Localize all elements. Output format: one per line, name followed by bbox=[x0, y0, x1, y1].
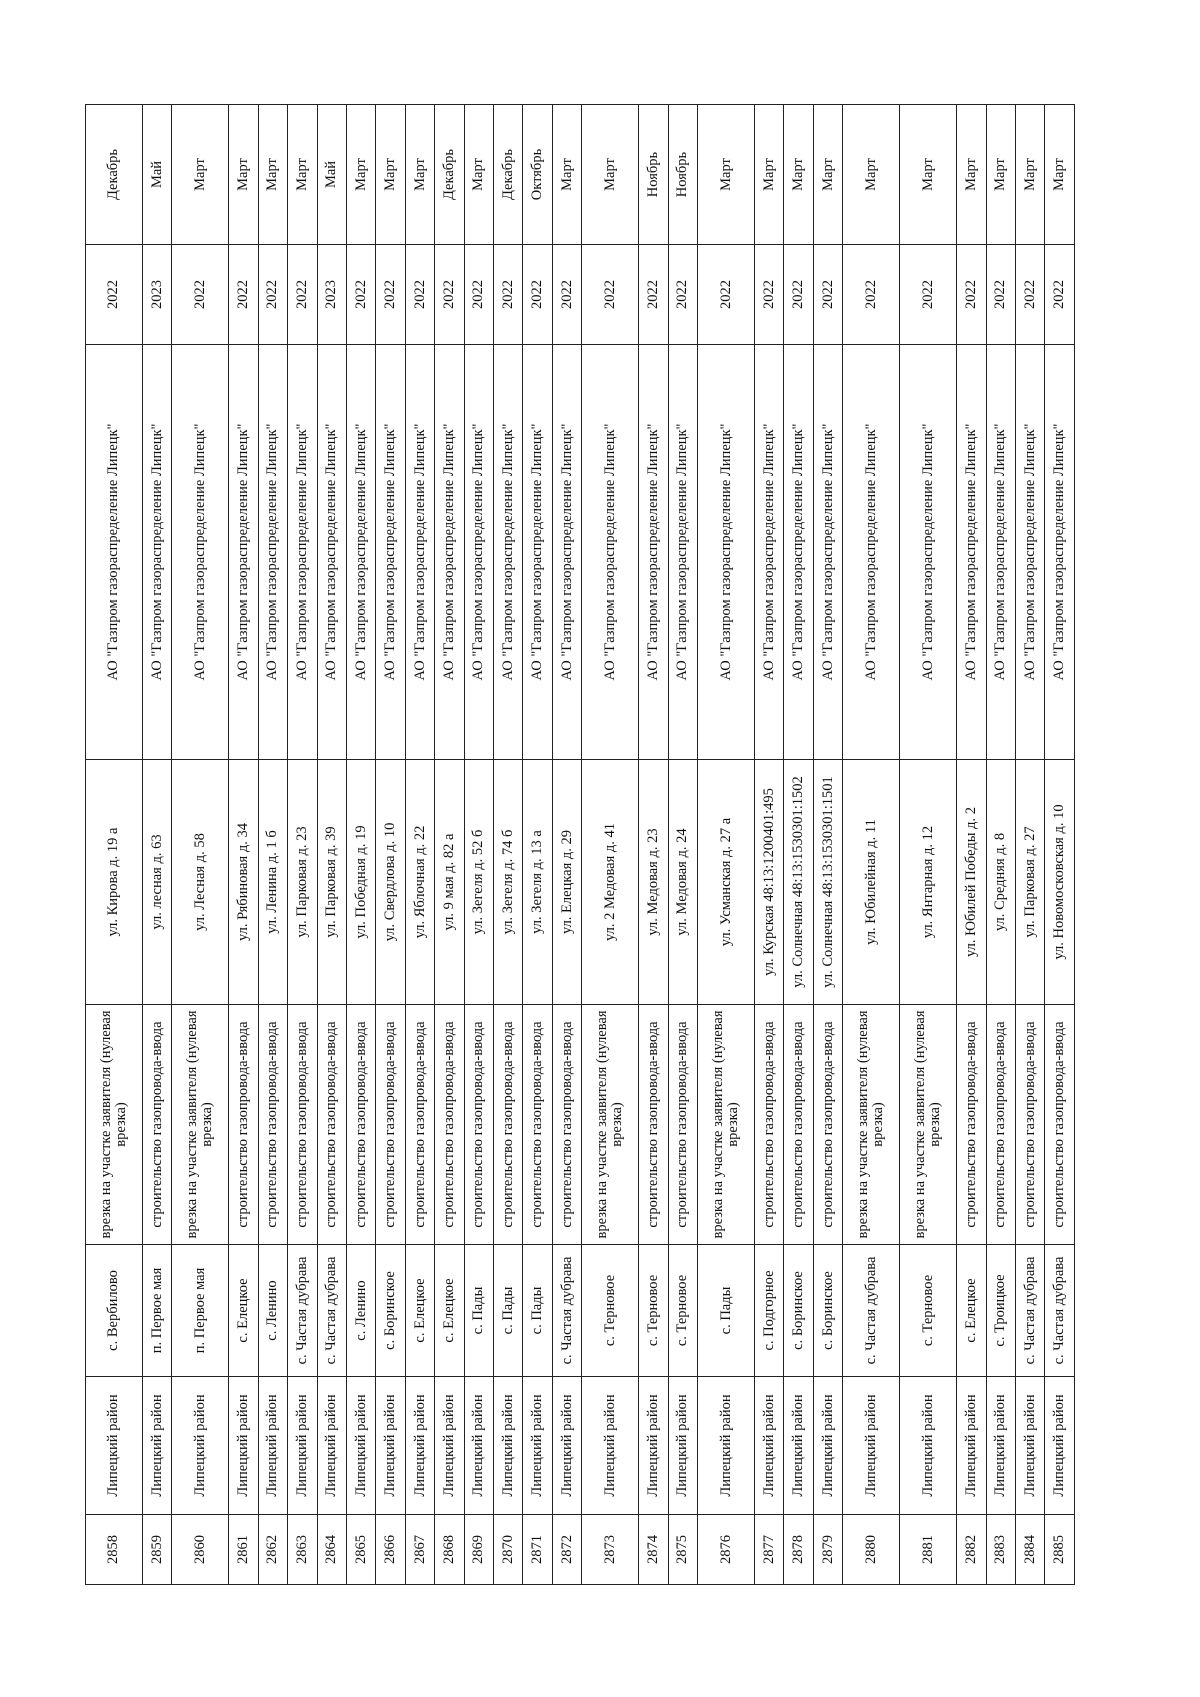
month-cell: Октябрь bbox=[523, 105, 552, 245]
row-number-cell: 2880 bbox=[843, 1515, 900, 1585]
organization-cell: АО "Газпром газораспределение Липецк" bbox=[172, 345, 229, 760]
year-cell: 2022 bbox=[843, 245, 900, 345]
row-number-cell: 2881 bbox=[900, 1515, 957, 1585]
year-cell: 2022 bbox=[464, 245, 493, 345]
settlement-cell: с. Терновое bbox=[900, 1245, 957, 1377]
address-cell: ул. Зегеля д. 13 а bbox=[523, 760, 552, 1005]
work-type-cell: врезка на участке заявителя (нулевая врезка) bbox=[843, 1005, 900, 1245]
organization-cell: АО "Газпром газораспределение Липецк" bbox=[523, 345, 552, 760]
row-number-cell: 2878 bbox=[784, 1515, 813, 1585]
organization-cell: АО "Газпром газораспределение Липецк" bbox=[1016, 345, 1045, 760]
settlement-cell: с. Елецкое bbox=[229, 1245, 258, 1377]
district-cell: Липецкий район bbox=[405, 1377, 434, 1515]
address-cell: ул. Рябиновая д. 34 bbox=[229, 760, 258, 1005]
row-number-cell: 2863 bbox=[288, 1515, 317, 1585]
month-cell: Декабрь bbox=[435, 105, 464, 245]
district-cell: Липецкий район bbox=[755, 1377, 784, 1515]
year-cell: 2023 bbox=[317, 245, 346, 345]
table-row bbox=[1016, 105, 1045, 1585]
settlement-cell: с. Пады bbox=[464, 1245, 493, 1377]
row-number-cell: 2885 bbox=[1045, 1515, 1075, 1585]
year-cell: 2022 bbox=[582, 245, 639, 345]
row-number-cell: 2875 bbox=[668, 1515, 697, 1585]
table-row bbox=[698, 105, 755, 1585]
address-cell: ул. Лесная д. 58 bbox=[172, 760, 229, 1005]
month-cell: Март bbox=[1016, 105, 1045, 245]
table-row bbox=[668, 105, 697, 1585]
month-cell: Март bbox=[698, 105, 755, 245]
month-cell: Март bbox=[900, 105, 957, 245]
month-cell: Декабрь bbox=[86, 105, 143, 245]
settlement-cell: с. Пады bbox=[698, 1245, 755, 1377]
organization-cell: АО "Газпром газораспределение Липецк" bbox=[668, 345, 697, 760]
table-row bbox=[142, 105, 171, 1585]
year-cell: 2022 bbox=[86, 245, 143, 345]
district-cell: Липецкий район bbox=[784, 1377, 813, 1515]
row-number-cell: 2883 bbox=[986, 1515, 1015, 1585]
work-type-cell: строительство газопровода-ввода bbox=[986, 1005, 1015, 1245]
address-cell: ул. Елецкая д. 29 bbox=[552, 760, 581, 1005]
work-type-cell: строительство газопровода-ввода bbox=[523, 1005, 552, 1245]
year-cell: 2023 bbox=[142, 245, 171, 345]
district-cell: Липецкий район bbox=[957, 1377, 986, 1515]
table-row bbox=[258, 105, 287, 1585]
year-cell: 2022 bbox=[755, 245, 784, 345]
district-cell: Липецкий район bbox=[494, 1377, 523, 1515]
address-cell: ул. Солнечная 48:13:1530301:1501 bbox=[813, 760, 842, 1005]
row-number-cell: 2884 bbox=[1016, 1515, 1045, 1585]
district-cell: Липецкий район bbox=[258, 1377, 287, 1515]
table-row bbox=[229, 105, 258, 1585]
district-cell: Липецкий район bbox=[142, 1377, 171, 1515]
table-row bbox=[523, 105, 552, 1585]
organization-cell: АО "Газпром газораспределение Липецк" bbox=[552, 345, 581, 760]
row-number-cell: 2876 bbox=[698, 1515, 755, 1585]
month-cell: Ноябрь bbox=[639, 105, 668, 245]
work-type-cell: строительство газопровода-ввода bbox=[957, 1005, 986, 1245]
district-cell: Липецкий район bbox=[376, 1377, 405, 1515]
address-cell: ул. Новомосковская д. 10 bbox=[1045, 760, 1075, 1005]
month-cell: Март bbox=[813, 105, 842, 245]
year-cell: 2022 bbox=[258, 245, 287, 345]
address-cell: ул. Парковая д. 27 bbox=[1016, 760, 1045, 1005]
organization-cell: АО "Газпром газораспределение Липецк" bbox=[142, 345, 171, 760]
year-cell: 2022 bbox=[668, 245, 697, 345]
organization-cell: АО "Газпром газораспределение Липецк" bbox=[582, 345, 639, 760]
month-cell: Март bbox=[288, 105, 317, 245]
district-cell: Липецкий район bbox=[900, 1377, 957, 1515]
row-number-cell: 2859 bbox=[142, 1515, 171, 1585]
district-cell: Липецкий район bbox=[172, 1377, 229, 1515]
table-row bbox=[813, 105, 842, 1585]
settlement-cell: с. Частая дубрава bbox=[1045, 1245, 1075, 1377]
month-cell: Март bbox=[552, 105, 581, 245]
rotated-table-page bbox=[85, 105, 1075, 1585]
table-row bbox=[582, 105, 639, 1585]
work-type-cell: врезка на участке заявителя (нулевая врезка) bbox=[172, 1005, 229, 1245]
month-cell: Март bbox=[1045, 105, 1075, 245]
table-row bbox=[957, 105, 986, 1585]
organization-cell: АО "Газпром газораспределение Липецк" bbox=[1045, 345, 1075, 760]
work-type-cell: строительство газопровода-ввода bbox=[464, 1005, 493, 1245]
table-row bbox=[900, 105, 957, 1585]
work-type-cell: строительство газопровода-ввода bbox=[755, 1005, 784, 1245]
month-cell: Декабрь bbox=[494, 105, 523, 245]
work-type-cell: врезка на участке заявителя (нулевая врезка) bbox=[698, 1005, 755, 1245]
month-cell: Март bbox=[784, 105, 813, 245]
organization-cell: АО "Газпром газораспределение Липецк" bbox=[229, 345, 258, 760]
row-number-cell: 2866 bbox=[376, 1515, 405, 1585]
table-row bbox=[464, 105, 493, 1585]
month-cell: Март bbox=[986, 105, 1015, 245]
month-cell: Март bbox=[258, 105, 287, 245]
year-cell: 2022 bbox=[523, 245, 552, 345]
settlement-cell: с. Боринское bbox=[813, 1245, 842, 1377]
row-number-cell: 2872 bbox=[552, 1515, 581, 1585]
row-number-cell: 2874 bbox=[639, 1515, 668, 1585]
district-cell: Липецкий район bbox=[435, 1377, 464, 1515]
district-cell: Липецкий район bbox=[347, 1377, 376, 1515]
work-type-cell: строительство газопровода-ввода bbox=[639, 1005, 668, 1245]
year-cell: 2022 bbox=[639, 245, 668, 345]
row-number-cell: 2865 bbox=[347, 1515, 376, 1585]
work-type-cell: врезка на участке заявителя (нулевая врезка) bbox=[582, 1005, 639, 1245]
month-cell: Март bbox=[755, 105, 784, 245]
row-number-cell: 2862 bbox=[258, 1515, 287, 1585]
settlement-cell: п. Первое мая bbox=[142, 1245, 171, 1377]
table-row bbox=[552, 105, 581, 1585]
work-type-cell: строительство газопровода-ввода bbox=[288, 1005, 317, 1245]
settlement-cell: с. Елецкое bbox=[957, 1245, 986, 1377]
organization-cell: АО "Газпром газораспределение Липецк" bbox=[813, 345, 842, 760]
settlement-cell: с. Терновое bbox=[639, 1245, 668, 1377]
month-cell: Март bbox=[843, 105, 900, 245]
organization-cell: АО "Газпром газораспределение Липецк" bbox=[639, 345, 668, 760]
settlement-cell: с. Ленино bbox=[258, 1245, 287, 1377]
district-cell: Липецкий район bbox=[229, 1377, 258, 1515]
table-row bbox=[755, 105, 784, 1585]
work-type-cell: строительство газопровода-ввода bbox=[435, 1005, 464, 1245]
row-number-cell: 2864 bbox=[317, 1515, 346, 1585]
address-cell: ул. Солнечная 48:13:1530301:1502 bbox=[784, 760, 813, 1005]
work-type-cell: строительство газопровода-ввода bbox=[1016, 1005, 1045, 1245]
year-cell: 2022 bbox=[552, 245, 581, 345]
work-type-cell: строительство газопровода-ввода bbox=[552, 1005, 581, 1245]
work-type-cell: строительство газопровода-ввода bbox=[813, 1005, 842, 1245]
organization-cell: АО "Газпром газораспределение Липецк" bbox=[755, 345, 784, 760]
district-cell: Липецкий район bbox=[1045, 1377, 1075, 1515]
table-row bbox=[172, 105, 229, 1585]
month-cell: Май bbox=[317, 105, 346, 245]
table-row bbox=[405, 105, 434, 1585]
row-number-cell: 2871 bbox=[523, 1515, 552, 1585]
row-number-cell: 2879 bbox=[813, 1515, 842, 1585]
address-cell: ул. Юбилейная д. 11 bbox=[843, 760, 900, 1005]
organization-cell: АО "Газпром газораспределение Липецк" bbox=[347, 345, 376, 760]
table-row bbox=[639, 105, 668, 1585]
settlement-cell: с. Боринское bbox=[376, 1245, 405, 1377]
address-cell: ул. Свердлова д. 10 bbox=[376, 760, 405, 1005]
district-cell: Липецкий район bbox=[464, 1377, 493, 1515]
work-type-cell: строительство газопровода-ввода bbox=[142, 1005, 171, 1245]
row-number-cell: 2873 bbox=[582, 1515, 639, 1585]
address-cell: ул. Усманская д. 27 а bbox=[698, 760, 755, 1005]
row-number-cell: 2869 bbox=[464, 1515, 493, 1585]
address-cell: ул. Зегеля д. 52 б bbox=[464, 760, 493, 1005]
year-cell: 2022 bbox=[784, 245, 813, 345]
district-cell: Липецкий район bbox=[86, 1377, 143, 1515]
address-cell: ул. Парковая д. 23 bbox=[288, 760, 317, 1005]
row-number-cell: 2860 bbox=[172, 1515, 229, 1585]
work-type-cell: строительство газопровода-ввода bbox=[668, 1005, 697, 1245]
table-row bbox=[376, 105, 405, 1585]
organization-cell: АО "Газпром газораспределение Липецк" bbox=[464, 345, 493, 760]
work-type-cell: строительство газопровода-ввода bbox=[229, 1005, 258, 1245]
table-row bbox=[435, 105, 464, 1585]
address-cell: ул. Ленина д. 1 б bbox=[258, 760, 287, 1005]
table-row bbox=[288, 105, 317, 1585]
district-cell: Липецкий район bbox=[288, 1377, 317, 1515]
table-row bbox=[1045, 105, 1075, 1585]
address-cell: ул. Парковая д. 39 bbox=[317, 760, 346, 1005]
settlement-cell: с. Частая дубрава bbox=[317, 1245, 346, 1377]
month-cell: Март bbox=[229, 105, 258, 245]
month-cell: Март bbox=[957, 105, 986, 245]
settlement-cell: п. Первое мая bbox=[172, 1245, 229, 1377]
settlement-cell: с. Вербилово bbox=[86, 1245, 143, 1377]
district-cell: Липецкий район bbox=[813, 1377, 842, 1515]
month-cell: Март bbox=[405, 105, 434, 245]
district-cell: Липецкий район bbox=[843, 1377, 900, 1515]
year-cell: 2022 bbox=[405, 245, 434, 345]
settlement-cell: с. Частая дубрава bbox=[1016, 1245, 1045, 1377]
year-cell: 2022 bbox=[347, 245, 376, 345]
year-cell: 2022 bbox=[494, 245, 523, 345]
row-number-cell: 2877 bbox=[755, 1515, 784, 1585]
organization-cell: АО "Газпром газораспределение Липецк" bbox=[957, 345, 986, 760]
district-cell: Липецкий район bbox=[1016, 1377, 1045, 1515]
organization-cell: АО "Газпром газораспределение Липецк" bbox=[86, 345, 143, 760]
month-cell: Март bbox=[464, 105, 493, 245]
address-cell: ул. Курская 48:13:1200401:495 bbox=[755, 760, 784, 1005]
address-cell: ул. Победная д. 19 bbox=[347, 760, 376, 1005]
gas-connection-table bbox=[85, 104, 1075, 1585]
table-row bbox=[843, 105, 900, 1585]
table-row bbox=[347, 105, 376, 1585]
year-cell: 2022 bbox=[698, 245, 755, 345]
work-type-cell: строительство газопровода-ввода bbox=[347, 1005, 376, 1245]
row-number-cell: 2861 bbox=[229, 1515, 258, 1585]
organization-cell: АО "Газпром газораспределение Липецк" bbox=[784, 345, 813, 760]
year-cell: 2022 bbox=[172, 245, 229, 345]
settlement-cell: с. Частая дубрава bbox=[552, 1245, 581, 1377]
table-row bbox=[86, 105, 143, 1585]
year-cell: 2022 bbox=[900, 245, 957, 345]
settlement-cell: с. Елецкое bbox=[405, 1245, 434, 1377]
settlement-cell: с. Частая дубрава bbox=[288, 1245, 317, 1377]
settlement-cell: с. Терновое bbox=[668, 1245, 697, 1377]
settlement-cell: с. Пады bbox=[494, 1245, 523, 1377]
organization-cell: АО "Газпром газораспределение Липецк" bbox=[435, 345, 464, 760]
row-number-cell: 2882 bbox=[957, 1515, 986, 1585]
district-cell: Липецкий район bbox=[698, 1377, 755, 1515]
organization-cell: АО "Газпром газораспределение Липецк" bbox=[494, 345, 523, 760]
district-cell: Липецкий район bbox=[582, 1377, 639, 1515]
year-cell: 2022 bbox=[229, 245, 258, 345]
organization-cell: АО "Газпром газораспределение Липецк" bbox=[698, 345, 755, 760]
settlement-cell: с. Терновое bbox=[582, 1245, 639, 1377]
work-type-cell: строительство газопровода-ввода bbox=[405, 1005, 434, 1245]
year-cell: 2022 bbox=[813, 245, 842, 345]
month-cell: Март bbox=[172, 105, 229, 245]
work-type-cell: строительство газопровода-ввода bbox=[258, 1005, 287, 1245]
address-cell: ул. Кирова д. 19 а bbox=[86, 760, 143, 1005]
table-row bbox=[784, 105, 813, 1585]
row-number-cell: 2870 bbox=[494, 1515, 523, 1585]
organization-cell: АО "Газпром газораспределение Липецк" bbox=[405, 345, 434, 760]
settlement-cell: с. Боринское bbox=[784, 1245, 813, 1377]
district-cell: Липецкий район bbox=[523, 1377, 552, 1515]
work-type-cell: строительство газопровода-ввода bbox=[494, 1005, 523, 1245]
table-body bbox=[86, 105, 1075, 1585]
district-cell: Липецкий район bbox=[639, 1377, 668, 1515]
address-cell: ул. Средняя д. 8 bbox=[986, 760, 1015, 1005]
year-cell: 2022 bbox=[957, 245, 986, 345]
month-cell: Март bbox=[582, 105, 639, 245]
work-type-cell: строительство газопровода-ввода bbox=[784, 1005, 813, 1245]
month-cell: Ноябрь bbox=[668, 105, 697, 245]
year-cell: 2022 bbox=[376, 245, 405, 345]
district-cell: Липецкий район bbox=[552, 1377, 581, 1515]
row-number-cell: 2858 bbox=[86, 1515, 143, 1585]
work-type-cell: врезка на участке заявителя (нулевая врезка) bbox=[900, 1005, 957, 1245]
work-type-cell: строительство газопровода-ввода bbox=[1045, 1005, 1075, 1245]
address-cell: ул. 2 Медовая д. 41 bbox=[582, 760, 639, 1005]
work-type-cell: строительство газопровода-ввода bbox=[317, 1005, 346, 1245]
organization-cell: АО "Газпром газораспределение Липецк" bbox=[288, 345, 317, 760]
settlement-cell: с. Частая дубрава bbox=[843, 1245, 900, 1377]
address-cell: ул. Янтарная д. 12 bbox=[900, 760, 957, 1005]
organization-cell: АО "Газпром газораспределение Липецк" bbox=[376, 345, 405, 760]
year-cell: 2022 bbox=[986, 245, 1015, 345]
organization-cell: АО "Газпром газораспределение Липецк" bbox=[258, 345, 287, 760]
settlement-cell: с. Ленино bbox=[347, 1245, 376, 1377]
year-cell: 2022 bbox=[1016, 245, 1045, 345]
address-cell: ул. Юбилей Победы д. 2 bbox=[957, 760, 986, 1005]
settlement-cell: с. Подгорное bbox=[755, 1245, 784, 1377]
address-cell: ул. лесная д. 63 bbox=[142, 760, 171, 1005]
settlement-cell: с. Пады bbox=[523, 1245, 552, 1377]
address-cell: ул. Медовая д. 23 bbox=[639, 760, 668, 1005]
work-type-cell: врезка на участке заявителя (нулевая врезка) bbox=[86, 1005, 143, 1245]
address-cell: ул. Медовая д. 24 bbox=[668, 760, 697, 1005]
address-cell: ул. Зегеля д. 74 б bbox=[494, 760, 523, 1005]
organization-cell: АО "Газпром газораспределение Липецк" bbox=[900, 345, 957, 760]
organization-cell: АО "Газпром газораспределение Липецк" bbox=[843, 345, 900, 760]
table-row bbox=[986, 105, 1015, 1585]
month-cell: Май bbox=[142, 105, 171, 245]
month-cell: Март bbox=[376, 105, 405, 245]
district-cell: Липецкий район bbox=[986, 1377, 1015, 1515]
work-type-cell: строительство газопровода-ввода bbox=[376, 1005, 405, 1245]
table-row bbox=[317, 105, 346, 1585]
district-cell: Липецкий район bbox=[317, 1377, 346, 1515]
table-row bbox=[494, 105, 523, 1585]
year-cell: 2022 bbox=[435, 245, 464, 345]
address-cell: ул. 9 мая д. 82 а bbox=[435, 760, 464, 1005]
settlement-cell: с. Елецкое bbox=[435, 1245, 464, 1377]
district-cell: Липецкий район bbox=[668, 1377, 697, 1515]
row-number-cell: 2867 bbox=[405, 1515, 434, 1585]
year-cell: 2022 bbox=[1045, 245, 1075, 345]
address-cell: ул. Яблочная д. 22 bbox=[405, 760, 434, 1005]
organization-cell: АО "Газпром газораспределение Липецк" bbox=[317, 345, 346, 760]
row-number-cell: 2868 bbox=[435, 1515, 464, 1585]
organization-cell: АО "Газпром газораспределение Липецк" bbox=[986, 345, 1015, 760]
settlement-cell: с. Троицкое bbox=[986, 1245, 1015, 1377]
year-cell: 2022 bbox=[288, 245, 317, 345]
month-cell: Март bbox=[347, 105, 376, 245]
